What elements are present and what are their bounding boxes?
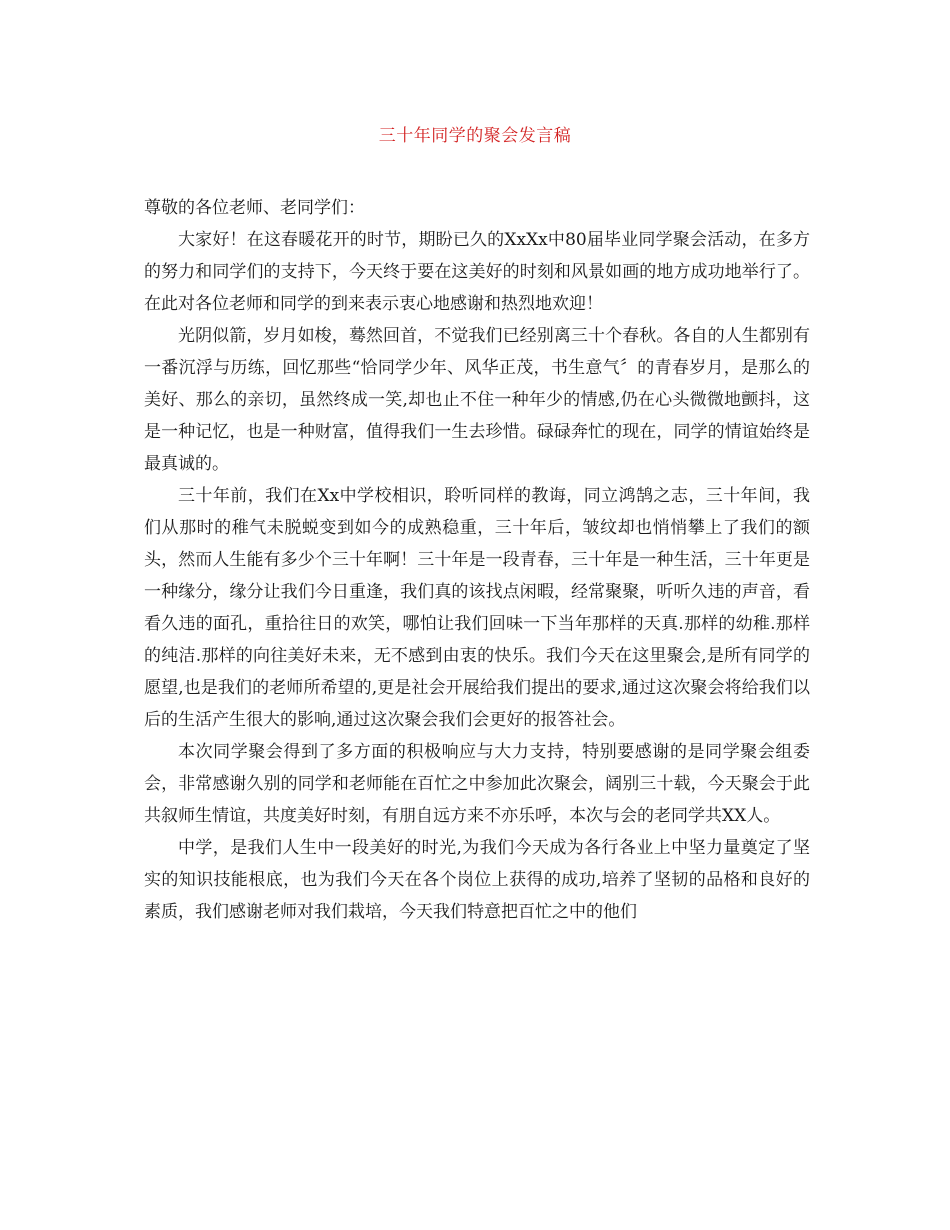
paragraph-memories: 光阴似箭，岁月如梭，蓦然回首，不觉我们已经别离三十个春秋。各自的人生都别有一番沉浮与历练，回忆那些“恰同学少年、风华正茂，书生意气〞的青春岁月，是那么的美好、那么的亲切，虽然终成一笑,却也止不住一种年少的情感,仍在心头微微地颤抖，这是一种记忆，也是一种财富，值得我们一生去珍惜。碌碌奔忙的现在，同学的情谊始终是最真诚的。 [144, 326, 810, 474]
paragraph-thirty-years: 三十年前，我们在Xx中学校相识，聆听同样的教诲，同立鸿鹄之志，三十年间，我们从那时的稚气未脱蜕变到如今的成熟稳重，三十年后，皱纹却也悄悄攀上了我们的额头，然而人生能有多少个三十年啊！三十年是一段青春，三十年是一种生活，三十年更是一种缘分，缘分让我们今日重逢，我们真的该找点闲暇，经常聚聚，听听久违的声音，看看久违的面孔，重拾往日的欢笑，哪怕让我们回味一下当年那样的天真.那样的幼稚.那样的纯洁.那样的向往美好未来，无不感到由衷的快乐。我们今天在这里聚会,是所有同学的愿望,也是我们的老师所希望的,更是社会开展给我们提出的要求,通过这次聚会将给我们以后的生活产生很大的影响,通过这次聚会我们会更好的报答社会。 [144, 486, 810, 730]
paragraph-thanks: 本次同学聚会得到了多方面的积极响应与大力支持，特别要感谢的是同学聚会组委会，非常感谢久别的同学和老师能在百忙之中参加此次聚会，阔别三十载，今天聚会于此共叙师生情谊，共度美好时刻，有朋自远方来不亦乐呼，本次与会的老同学共XX人。 [144, 742, 810, 826]
paragraph-greeting: 大家好！在这春暖花开的时节，期盼已久的XxXx中80届毕业同学聚会活动，在多方的努力和同学们的支持下，今天终于要在这美好的时刻和风景如画的地方成功地举行了。在此对各位老师和同学的到来表示衷心地感谢和热烈地欢迎！ [144, 230, 810, 314]
paragraph-middle-school: 中学，是我们人生中一段美好的时光,为我们今天成为各行各业上中坚力量奠定了坚实的知识技能根底，也为我们今天在各个岗位上获得的成功,培养了坚韧的品格和良好的素质，我们感谢老师对我们栽培，今天我们特意把百忙之中的他们 [144, 838, 810, 922]
document-title: 三十年同学的聚会发言稿 [378, 126, 572, 146]
salutation: 尊敬的各位老师、老同学们： [144, 198, 365, 218]
document-body [144, 192, 810, 928]
